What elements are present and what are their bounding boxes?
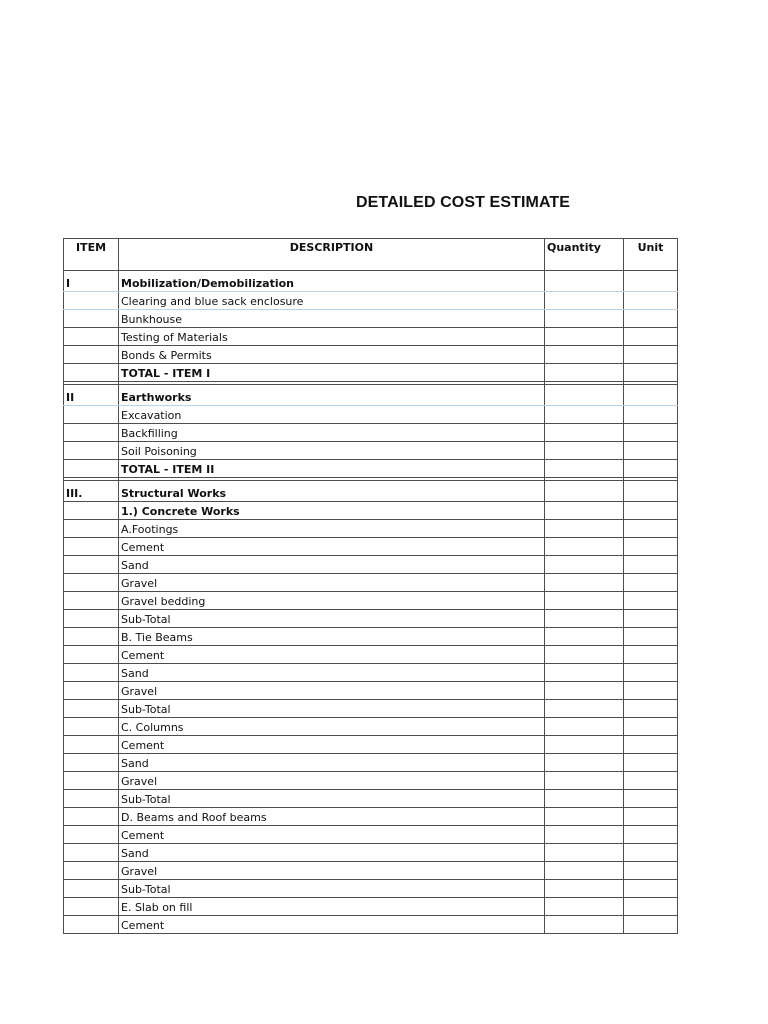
description-cell: Mobilization/Demobilization	[119, 271, 545, 292]
unit-cell	[624, 664, 678, 682]
quantity-cell	[545, 406, 624, 424]
quantity-cell	[545, 538, 624, 556]
table-row	[64, 610, 678, 628]
column-header-description: DESCRIPTION	[119, 239, 545, 271]
column-header-unit: Unit	[624, 239, 678, 271]
table-row	[64, 898, 678, 916]
unit-cell	[624, 502, 678, 520]
description-cell: Soil Poisoning	[119, 442, 545, 460]
item-cell	[64, 442, 119, 460]
quantity-cell	[545, 424, 624, 442]
quantity-cell	[545, 664, 624, 682]
table-row	[64, 880, 678, 898]
description-cell: 1.) Concrete Works	[119, 502, 545, 520]
table-row	[64, 310, 678, 328]
item-cell	[64, 736, 119, 754]
item-cell	[64, 592, 119, 610]
item-cell	[64, 292, 119, 310]
item-cell	[64, 808, 119, 826]
table-row	[64, 916, 678, 934]
item-cell: III.	[64, 481, 119, 502]
item-cell	[64, 664, 119, 682]
description-cell: Cement	[119, 538, 545, 556]
unit-cell	[624, 538, 678, 556]
description-cell: D. Beams and Roof beams	[119, 808, 545, 826]
table-row	[64, 826, 678, 844]
unit-cell	[624, 772, 678, 790]
description-cell: Bunkhouse	[119, 310, 545, 328]
quantity-cell	[545, 898, 624, 916]
quantity-cell	[545, 844, 624, 862]
description-cell: Testing of Materials	[119, 328, 545, 346]
description-cell: Clearing and blue sack enclosure	[119, 292, 545, 310]
table-row	[64, 790, 678, 808]
description-cell: Structural Works	[119, 481, 545, 502]
quantity-cell	[545, 646, 624, 664]
description-cell: Cement	[119, 916, 545, 934]
item-cell	[64, 538, 119, 556]
quantity-cell	[545, 502, 624, 520]
quantity-cell	[545, 682, 624, 700]
quantity-cell	[545, 628, 624, 646]
unit-cell	[624, 916, 678, 934]
description-cell: Gravel	[119, 682, 545, 700]
table-row	[64, 406, 678, 424]
unit-cell	[624, 442, 678, 460]
quantity-cell	[545, 880, 624, 898]
quantity-cell	[545, 574, 624, 592]
unit-cell	[624, 880, 678, 898]
item-cell	[64, 460, 119, 478]
table-row	[64, 292, 678, 310]
description-cell: Gravel	[119, 862, 545, 880]
description-cell: Backfilling	[119, 424, 545, 442]
item-cell	[64, 718, 119, 736]
description-cell: Bonds & Permits	[119, 346, 545, 364]
item-cell	[64, 610, 119, 628]
quantity-cell	[545, 592, 624, 610]
description-cell: A.Footings	[119, 520, 545, 538]
unit-cell	[624, 646, 678, 664]
table-row	[64, 442, 678, 460]
description-cell: Sand	[119, 754, 545, 772]
table-row	[64, 718, 678, 736]
quantity-cell	[545, 346, 624, 364]
unit-cell	[624, 808, 678, 826]
item-cell	[64, 328, 119, 346]
item-cell	[64, 628, 119, 646]
quantity-cell	[545, 808, 624, 826]
unit-cell	[624, 364, 678, 382]
table-row	[64, 385, 678, 406]
quantity-cell	[545, 442, 624, 460]
table-row	[64, 424, 678, 442]
quantity-cell	[545, 754, 624, 772]
item-cell	[64, 772, 119, 790]
table-row	[64, 502, 678, 520]
description-cell: Cement	[119, 646, 545, 664]
unit-cell	[624, 736, 678, 754]
quantity-cell	[545, 718, 624, 736]
table-row	[64, 664, 678, 682]
document-title: DETAILED COST ESTIMATE	[356, 194, 571, 211]
item-cell	[64, 826, 119, 844]
table-row	[64, 628, 678, 646]
unit-cell	[624, 520, 678, 538]
unit-cell	[624, 610, 678, 628]
description-cell: Sand	[119, 556, 545, 574]
table-row	[64, 328, 678, 346]
unit-cell	[624, 898, 678, 916]
table-row	[64, 346, 678, 364]
column-header-quantity: Quantity	[545, 239, 624, 271]
unit-cell	[624, 310, 678, 328]
unit-cell	[624, 574, 678, 592]
quantity-cell	[545, 700, 624, 718]
table-row	[64, 772, 678, 790]
table-row	[64, 700, 678, 718]
quantity-cell	[545, 916, 624, 934]
item-cell	[64, 862, 119, 880]
unit-cell	[624, 406, 678, 424]
cost-estimate-table	[63, 238, 678, 934]
description-cell: B. Tie Beams	[119, 628, 545, 646]
table-row	[64, 736, 678, 754]
quantity-cell	[545, 292, 624, 310]
description-cell: Earthworks	[119, 385, 545, 406]
unit-cell	[624, 346, 678, 364]
column-header-item: ITEM	[64, 239, 119, 271]
unit-cell	[624, 862, 678, 880]
unit-cell	[624, 481, 678, 502]
table-row	[64, 754, 678, 772]
table-row	[64, 808, 678, 826]
quantity-cell	[545, 328, 624, 346]
item-cell	[64, 880, 119, 898]
item-cell	[64, 574, 119, 592]
item-cell	[64, 754, 119, 772]
description-cell: Excavation	[119, 406, 545, 424]
item-cell	[64, 406, 119, 424]
table-row	[64, 646, 678, 664]
quantity-cell	[545, 271, 624, 292]
quantity-cell	[545, 481, 624, 502]
item-cell	[64, 844, 119, 862]
description-cell: Sand	[119, 664, 545, 682]
quantity-cell	[545, 385, 624, 406]
item-cell	[64, 556, 119, 574]
table-row	[64, 460, 678, 478]
header-row	[64, 239, 678, 271]
item-cell	[64, 700, 119, 718]
unit-cell	[624, 556, 678, 574]
quantity-cell	[545, 826, 624, 844]
table-row	[64, 682, 678, 700]
unit-cell	[624, 826, 678, 844]
table-row	[64, 556, 678, 574]
item-cell	[64, 916, 119, 934]
item-cell	[64, 364, 119, 382]
item-cell	[64, 682, 119, 700]
item-cell	[64, 502, 119, 520]
description-cell: TOTAL - ITEM II	[119, 460, 545, 478]
quantity-cell	[545, 790, 624, 808]
table-row	[64, 844, 678, 862]
unit-cell	[624, 271, 678, 292]
item-cell	[64, 520, 119, 538]
table-row	[64, 520, 678, 538]
unit-cell	[624, 628, 678, 646]
quantity-cell	[545, 310, 624, 328]
quantity-cell	[545, 610, 624, 628]
unit-cell	[624, 424, 678, 442]
item-cell	[64, 310, 119, 328]
item-cell	[64, 646, 119, 664]
unit-cell	[624, 700, 678, 718]
table-row	[64, 592, 678, 610]
unit-cell	[624, 790, 678, 808]
item-cell	[64, 346, 119, 364]
table-row	[64, 271, 678, 292]
item-cell: II	[64, 385, 119, 406]
description-cell: Sub-Total	[119, 610, 545, 628]
description-cell: Gravel	[119, 772, 545, 790]
unit-cell	[624, 592, 678, 610]
table-row	[64, 364, 678, 382]
description-cell: C. Columns	[119, 718, 545, 736]
unit-cell	[624, 718, 678, 736]
quantity-cell	[545, 460, 624, 478]
description-cell: Sub-Total	[119, 880, 545, 898]
description-cell: Sand	[119, 844, 545, 862]
description-cell: Sub-Total	[119, 790, 545, 808]
table-row	[64, 481, 678, 502]
unit-cell	[624, 385, 678, 406]
unit-cell	[624, 682, 678, 700]
table-row	[64, 574, 678, 592]
quantity-cell	[545, 736, 624, 754]
item-cell: I	[64, 271, 119, 292]
description-cell: Gravel	[119, 574, 545, 592]
item-cell	[64, 424, 119, 442]
description-cell: Gravel bedding	[119, 592, 545, 610]
quantity-cell	[545, 862, 624, 880]
quantity-cell	[545, 520, 624, 538]
description-cell: Cement	[119, 736, 545, 754]
description-cell: Cement	[119, 826, 545, 844]
description-cell: TOTAL - ITEM I	[119, 364, 545, 382]
quantity-cell	[545, 364, 624, 382]
table-row	[64, 538, 678, 556]
item-cell	[64, 790, 119, 808]
quantity-cell	[545, 772, 624, 790]
unit-cell	[624, 328, 678, 346]
quantity-cell	[545, 556, 624, 574]
unit-cell	[624, 460, 678, 478]
description-cell: E. Slab on fill	[119, 898, 545, 916]
table-row	[64, 862, 678, 880]
unit-cell	[624, 754, 678, 772]
description-cell: Sub-Total	[119, 700, 545, 718]
unit-cell	[624, 292, 678, 310]
unit-cell	[624, 844, 678, 862]
item-cell	[64, 898, 119, 916]
